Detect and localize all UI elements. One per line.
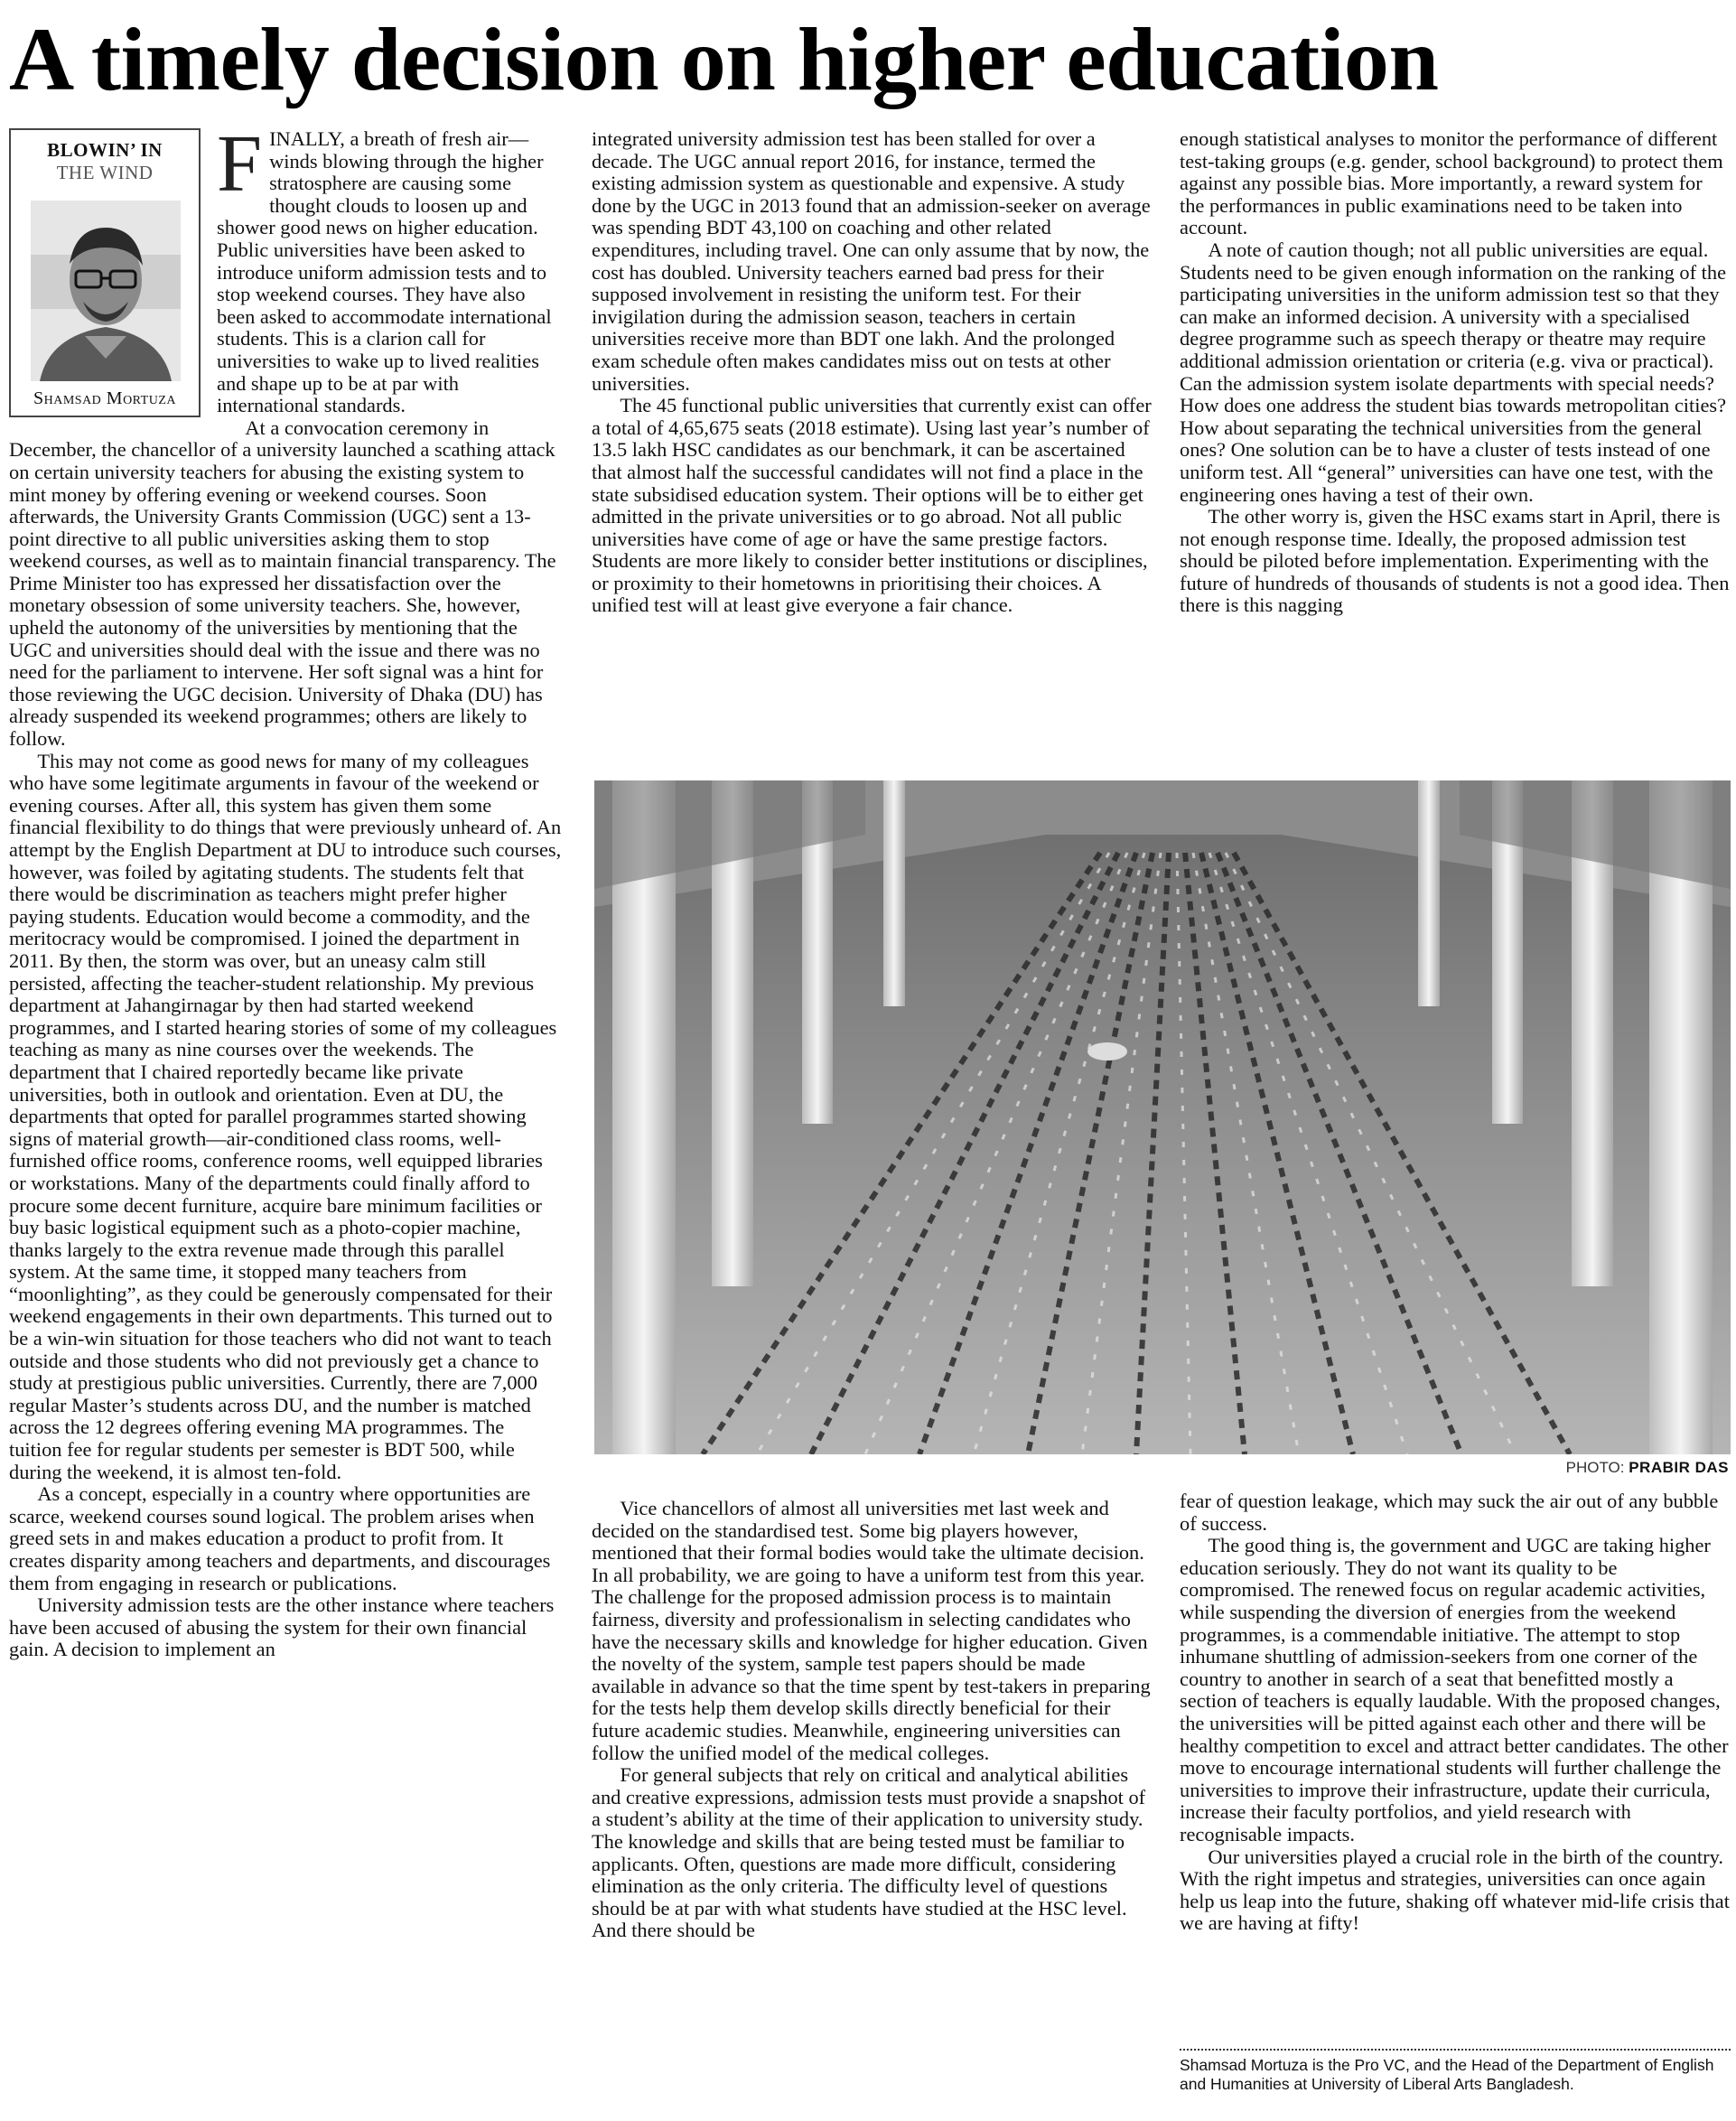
author-portrait [31, 201, 181, 381]
paragraph: The other worry is, given the HSC exams start in April, there is not enough response time. Ideally, the proposed admission test should be piloted before implementation. Experimenting with the future of hundreds of thousands of students is not a good idea. Then there is this nagging [1180, 505, 1730, 617]
bio-divider [1180, 2049, 1731, 2051]
paragraph: Vice chancellors of almost all universities met last week and decided on the standardised test. Some big players however, mentioned that their formal bodies would take the ultimate decision. In all probability, we are going to have a uniform test from this year. The challenge for the proposed admission process is to maintain fairness, diversity and professionalism in selecting candidates who have the necessary skills and knowledge for higher education. Given the novelty of the system, sample test papers should be made available in advance so that the time spent by test-takers in preparing for the tests help them develop skills directly beneficial for their future academic studies. Meanwhile, engineering universities can follow the unified model of the medical colleges. [592, 1498, 1151, 1764]
paragraph: For general subjects that rely on critical and analytical abilities and creative expressions, admission tests must provide a snapshot of a student’s ability at the time of their application to university study. The knowledge and skills that are being tested must be familiar to applicants. Often, questions are made more difficult, considering elimination as the only criteria. The difficulty level of questions should be at par with what students have studied at the HSC level. And there should be [592, 1763, 1146, 1942]
paragraph: The 45 functional public universities that currently exist can offer a total of 4,65,675 seats (2018 estimate). Using last year’s number of 13.5 lakh HSC candidates as our benchmark, it can be ascertained that almost half the successful candidates will not find a place in the state subsidised education system. Their options will be to either get admitted in the private universities or to go abroad. Not all public universities have come of age or have the same prestige factors. Students are more likely to consider better institutions or disciplines, or proximity to their hometowns in prioritising their choices. A unified test will at least give everyone a fair chance. [592, 394, 1152, 617]
exam-hall-illustration [594, 780, 1731, 1454]
headline: A timely decision on higher education [9, 9, 1439, 109]
exam-hall-photo [594, 780, 1731, 1454]
paragraph: The good thing is, the government and UGC are taking higher education seriously. They do not want its quality to be compromised. The renewed focus on regular academic activities, while suspending the diversion of energies from the weekend programmes, is a commendable initiative. The attempt to stop inhumane shuttling of admission-seekers from one corner of the country to another in search of a seat that benefitted mostly a section of teachers is equally laudable. With the proposed changes, the universities will be pitted against each other and there will be healthy competition to excel and attract better candidates. The other move to encourage international students will further challenge the universities to improve their infrastructure, update their curricula, increase their faculty portfolios, and yield research with recognisable impacts. [1180, 1534, 1729, 1845]
column-kicker-line-2: THE WIND [56, 161, 154, 183]
photo-credit [1566, 1457, 1729, 1479]
author-bio: Shamsad Mortuza is the Pro VC, and the Head of the Department of English and Humanities at University of Liberal Arts Bangladesh. [1180, 2056, 1714, 2093]
article-column-3 [1180, 128, 1731, 761]
article-column-2-lower [592, 1498, 1156, 2121]
drop-cap: F [217, 128, 263, 209]
paragraph: As a concept, especially in a country where opportunities are scarce, weekend courses sound logical. The problem arises when greed sets in and makes education a product to profit from. It creates disparity among teachers and departments, and discourages them from engaging in research or publications. [9, 1482, 551, 1594]
article-column-2 [592, 128, 1156, 761]
column-kicker-line-1: BLOWIN’ IN [47, 139, 163, 161]
article-column-1 [9, 128, 562, 2121]
paragraph: University admission tests are the other instance where teachers have been accused of abusing the system for their own financial gain. A decision to implement an [9, 1593, 555, 1661]
paragraph: At a convocation ceremony in December, the chancellor of a university launched a scathing attack on certain university teachers for abusing the existing system to mint money by offering evening or weekend courses. Soon afterwards, the University Grants Commission (UGC) sent a 13-point directive to all public universities asking them to stop weekend courses, as well as to maintain financial transparency. The Prime Minister too has expressed her dissatisfaction over the monetary obsession of some university teachers. She, however, upheld the autonomy of the universities by mentioning that the UGC and universities should deal with the issue and there was no need for the parliament to intervene. Her soft signal was a hint for those reviewing the UGC decision. University of Dhaka (DU) has already suspended its weekend programmes; others are likely to follow. [9, 416, 556, 751]
paragraph-text: a breath of fresh air—winds blowing through the higher stratosphere are causing some thought clouds to loosen up and shower good news on higher education. Public universities have been asked to introduce uniform admission tests and to stop weekend courses. They have also been asked to accommodate international students. This is a clarion call for universities to wake up to lived realities and shape up to be at par with international standards. [217, 128, 552, 417]
columnist-box [9, 128, 201, 417]
paragraph: A note of caution though; not all public universities are equal. Students need to be given enough information on the ranking of the participating universities in the uniform admission test so that they can make an informed decision. A university with a specialised degree programme such as speech therapy or theatre may require additional admission orientation or criteria (e.g. viva or practical). Can the admission system isolate departments with special needs? How does one address the student bias towards metropolitan cities? How about separating the technical universities from the general ones? One solution can be to have a cluster of tests instead of one uniform test. All “general” universities can have one test, with the engineering ones having a test of their own. [1180, 238, 1727, 506]
lead-in: INALLY, [269, 128, 345, 150]
author-name: Shamsad Mortuza [33, 388, 176, 409]
photographer-name: PRABIR DAS [1629, 1459, 1729, 1476]
paragraph: enough statistical analyses to monitor the performance of different test-taking groups (e.g. gender, school background) to protect them against any possible bias. More importantly, a reward system for the performances in public examinations need to be taken into account. [1180, 128, 1723, 239]
article-column-3-lower [1180, 1490, 1731, 2042]
paragraph: integrated university admission test has been stalled for over a decade. The UGC annual report 2016, for instance, termed the existing admission system as questionable and expensive. A study done by the UGC in 2013 found that an admission-seeker on average was spending BDT 43,100 on coaching and other related expenditures, including travel. One can only assume that by now, the cost has doubled. University teachers earned bad press for their supposed involvement in resisting the uniform test. For their invigilation during the admission season, teachers in certain universities receive more than BDT one lakh. And the prolonged exam schedule often makes candidates miss out on tests at other universities. [592, 128, 1151, 395]
paragraph: Our universities played a crucial role in the birth of the country. With the right impetus and strategies, universities can once again help us leap into the future, shaking off whatever mid-life crisis that we are having at fifty! [1180, 1845, 1730, 1935]
paragraph: fear of question leakage, which may suck the air out of any bubble of success. [1180, 1490, 1719, 1535]
paragraph: This may not come as good news for many of my colleagues who have some legitimate arguments in favour of the weekend or evening courses. After all, this system has given them some financial flexibility to do things that were previously unheard of. An attempt by the English Department at DU to introduce such courses, however, was foiled by agitating students. The students felt that there would be discrimination as teachers might prefer higher paying students. Education would become a commodity, and the meritocracy would be compromised. I joined the department in 2011. By then, the storm was over, but an uneasy calm still persisted, affecting the teacher-student relationship. My previous department at Jahangirnagar by then had started weekend programmes, and I started hearing stories of some of my colleagues teaching as many as nine courses over the weekends. The department that I chaired reportedly became like private universities, both in outlook and orientation. Even at DU, the departments that opted for parallel programmes started showing signs of material growth—air-conditioned class rooms, well-furnished office rooms, conference rooms, well equipped libraries or workstations. Many of the departments could finally afford to procure some decent furniture, acquire bare minimum facilities or buy basic logistical equipment such as a photo-copier machine, thanks largely to the extra revenue made through this parallel system. At the same time, it stopped many teachers from “moonlighting”, as they could be generously compensated for their weekend engagements in their own departments. This turned out to be a win-win situation for those teachers who did not want to teach outside and those students who did not previously get a chance to study at prestigious public universities. Currently, there are 7,000 regular Master’s students across DU, and the number is matched across the 12 degrees offering evening MA programmes. The tuition fee for regular students per semester is BDT 500, while during the weekend, it is almost ten-fold. [9, 749, 562, 1483]
photo-credit-label: PHOTO: [1565, 1459, 1629, 1476]
